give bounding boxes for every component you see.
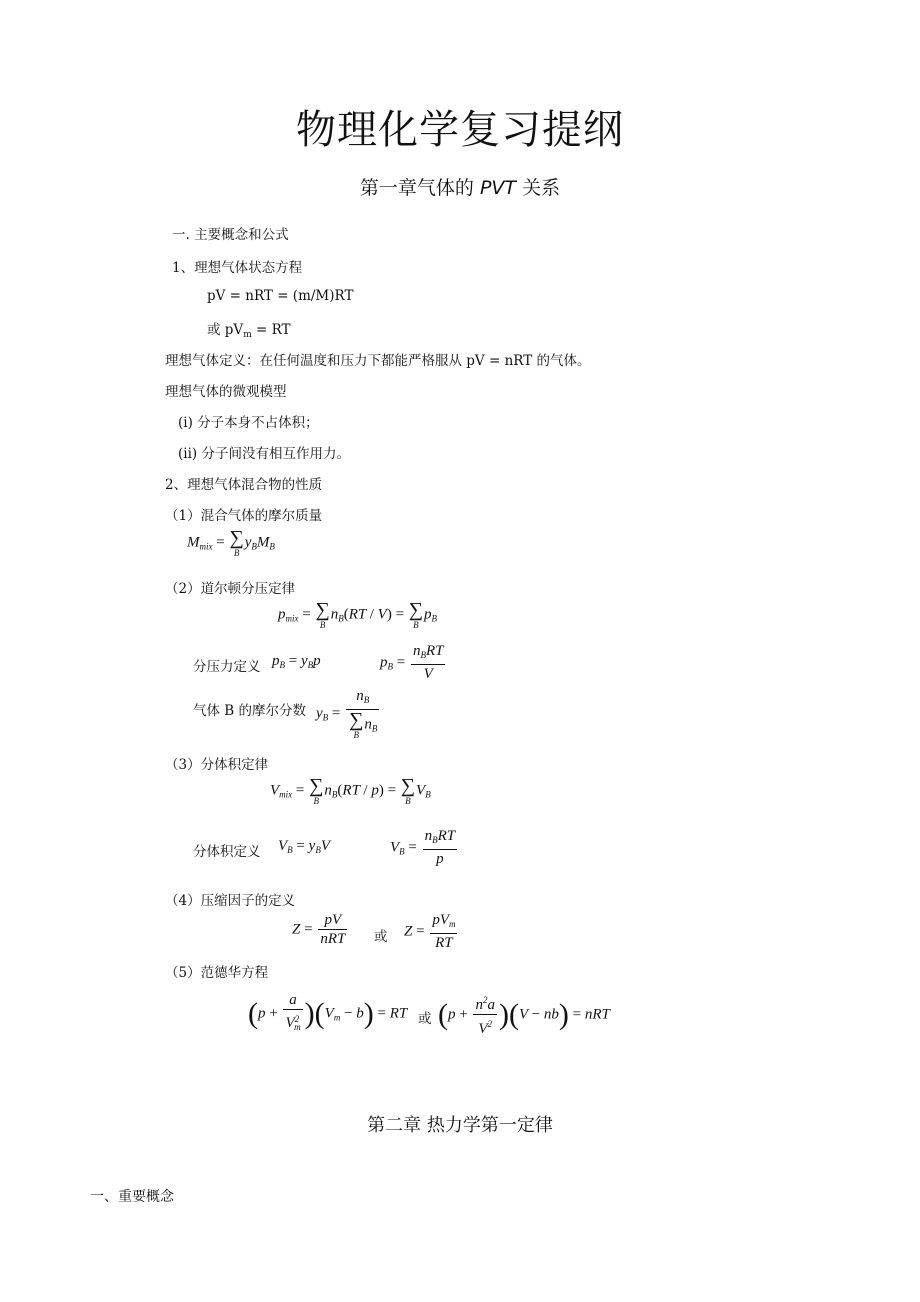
formula-compressibility-molar: Z = $\frac{pV_m}{RT}$ [404, 912, 456, 951]
chapter2-heading: 第二章 热力学第一定律 [367, 1115, 553, 1136]
micro-model-i: (i) 分子本身不占体积； [178, 415, 319, 431]
or-compressibility: 或 [374, 929, 388, 945]
chapter1-heading-c: 关系 [516, 177, 561, 199]
amagat-law-heading: （3）分体积定律 [165, 757, 269, 773]
eq2-suffix: = RT [251, 322, 291, 338]
formula-mixture-molar-mass: $M_{mix}$ = ∑ B $y_BM_B$ [187, 527, 275, 558]
compressibility-heading: （4）压缩因子的定义 [165, 893, 296, 909]
chapter1-heading-a: 第一章气体的 [359, 177, 480, 199]
eq2-prefix: 或 pV [207, 322, 244, 338]
micro-model-ii: (ii) 分子间没有相互作用力。 [178, 446, 350, 462]
formula-mole-fraction: $y_B$ = $n_B$ ∑ B $n_B$ [316, 688, 378, 740]
micro-model-heading: 理想气体的微观模型 [165, 384, 287, 400]
item-mixture-properties: 2、理想气体混合物的性质 [165, 477, 323, 493]
formula-van-der-waals-total: (p + $\frac{n^2a}{V^2}$ )(V − nb) = nRT [438, 992, 610, 1038]
formula-partial-volume: $V_B = y_BV$ [278, 838, 330, 855]
formula-partial-volume-nrt: $V_B$ = $\frac{n_BRT}{p}$ [390, 828, 456, 867]
formula-partial-pressure: $p_B = y_Bp$ [272, 653, 321, 670]
partial-pressure-label: 分压力定义 [193, 659, 261, 675]
formula-compressibility: Z = $\frac{pV}{\text{nRT}}$ [292, 912, 346, 947]
partial-volume-label: 分体积定义 [193, 844, 261, 860]
mole-fraction-label: 气体 B 的摩尔分数 [193, 703, 307, 719]
dalton-law-heading: （2）道尔顿分压定律 [165, 581, 296, 597]
molar-ideal-gas-equation [207, 318, 291, 340]
mixture-molar-mass-heading: （1）混合气体的摩尔质量 [165, 508, 323, 524]
formula-dalton-law: $p_{mix}$ = ∑ B $n_B(RT / V)$ = ∑ B $p_B$ [278, 599, 438, 630]
ideal-gas-equation: pV = nRT = (m/M)RT [207, 288, 354, 304]
chapter1-heading [0, 173, 920, 200]
chapter2-section-important-concepts: 一、重要概念 [90, 1189, 174, 1205]
section-main-concepts: 一. 主要概念和公式 [172, 227, 289, 243]
formula-partial-pressure-nrt: $p_B$ = $\frac{n_BRT}{V}$ [380, 643, 444, 682]
item-ideal-gas-equation: 1、理想气体状态方程 [172, 260, 303, 276]
formula-van-der-waals-molar: (p + $\frac{a}{V^2_m}$ )$(V_m - b)$ = RT [248, 992, 408, 1032]
eq2-sub: m [243, 330, 252, 340]
van-der-waals-heading: （5）范德华方程 [165, 965, 269, 981]
chapter1-heading-b: PVT [479, 177, 517, 199]
or-van-der-waals: 或 [418, 1011, 432, 1027]
document-title: 物理化学复习提纲 [296, 107, 624, 153]
ideal-gas-definition: 理想气体定义：在任何温度和压力下都能严格服从 pV = nRT 的气体。 [165, 353, 591, 369]
formula-amagat-law: $V_{mix}$ = ∑ B $n_B(RT / p)$ = ∑ B $V_B$ [270, 775, 431, 806]
